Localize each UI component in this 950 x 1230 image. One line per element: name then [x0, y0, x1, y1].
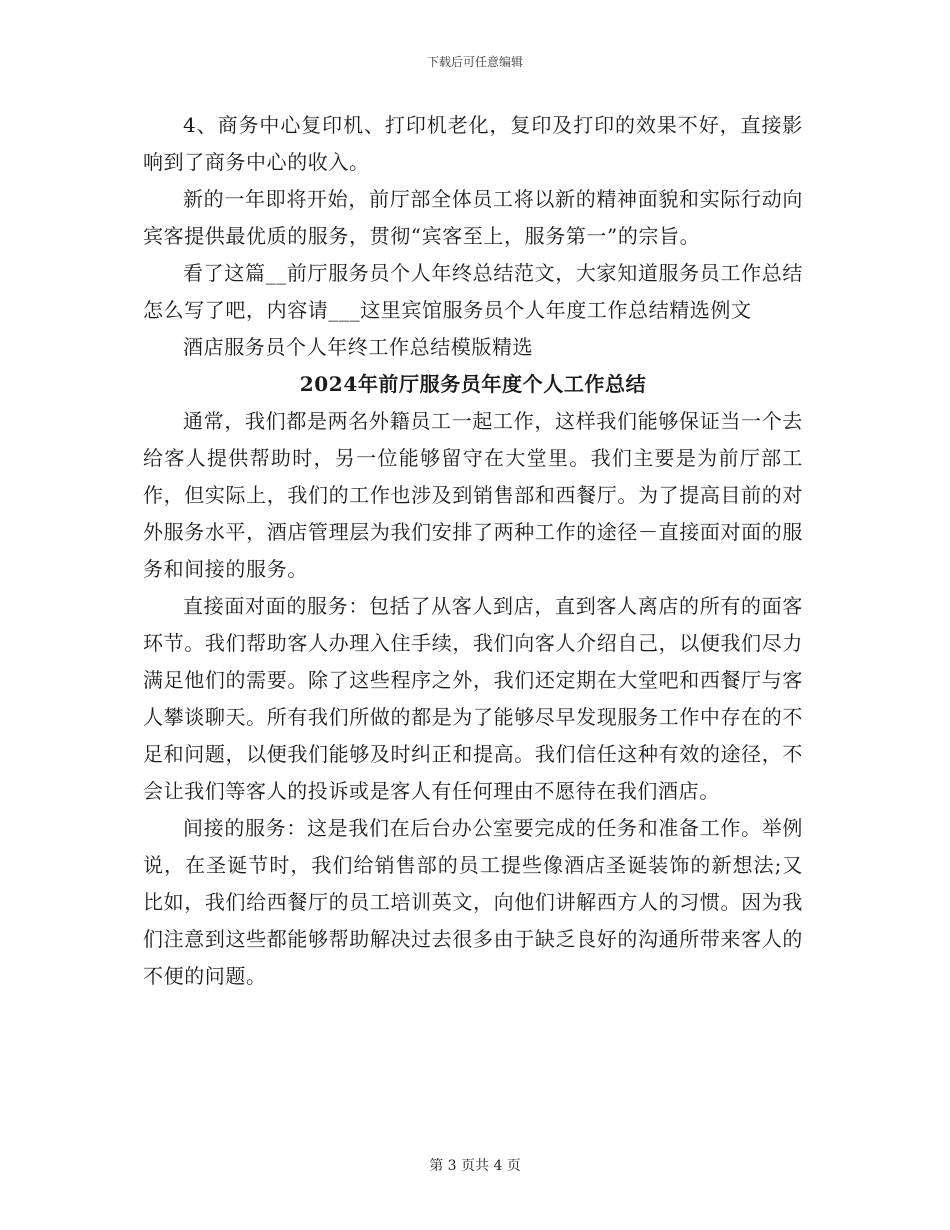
- paragraph-direct-service: 直接面对面的服务：包括了从客人到店，直到客人离店的所有的面客环节。我们帮助客人办理入住手续，我们向客人介绍自己，以便我们尽力满足他们的需要。除了这些程序之外，我们还定期在大堂吧和西餐厅与客人攀谈聊天。所有我们所做的都是为了能够尽早发现服务工作中存在的不足和问题，以便我们能够及时纠正和提高。我们信任这种有效的途径，不会让我们等客人的投诉或是客人有任何理由不愿待在我们酒店。: [143, 594, 803, 803]
- document-body: [143, 107, 803, 995]
- paragraph-read-more: 看了这篇__前厅服务员个人年终总结范文，大家知道服务员工作总结怎么写了吧，内容请___这里宾馆服务员个人年度工作总结精选例文: [143, 261, 803, 322]
- paragraph-usual-work: 通常，我们都是两名外籍员工一起工作，这样我们能够保证当一个去给客人提供帮助时，另一位能够留守在大堂里。我们主要是为前厅部工作，但实际上，我们的工作也涉及到销售部和西餐厅。为了提高目前的对外服务水平，酒店管理层为我们安排了两种工作的途径－直接面对面的服务和间接的服务。: [143, 409, 803, 581]
- paragraph-indirect-service: 间接的服务：这是我们在后台办公室要完成的任务和准备工作。举例说，在圣诞节时，我们给销售部的员工提些像酒店圣诞装饰的新想法;又比如，我们给西餐厅的员工培训英文，向他们讲解西方人的习惯。因为我们注意到这些都能够帮助解决过去很多由于缺乏良好的沟通所带来客人的不便的问题。: [143, 816, 803, 988]
- paragraph-equipment-issue: 4、商务中心复印机、打印机老化，复印及打印的效果不好，直接影响到了商务中心的收入。: [143, 113, 803, 174]
- paragraph-related-link: 酒店服务员个人年终工作总结模版精选: [183, 335, 534, 359]
- section-title: 2024年前厅服务员年度个人工作总结: [299, 372, 647, 396]
- page-header: 下载后可任意编辑: [426, 55, 523, 69]
- paragraph-new-year: 新的一年即将开始，前厅部全体员工将以新的精神面貌和实际行动向宾客提供最优质的服务，贯彻“宾客至上，服务第一”的宗旨。: [143, 187, 803, 248]
- page-footer: 第 3 页共 4 页: [429, 1158, 521, 1174]
